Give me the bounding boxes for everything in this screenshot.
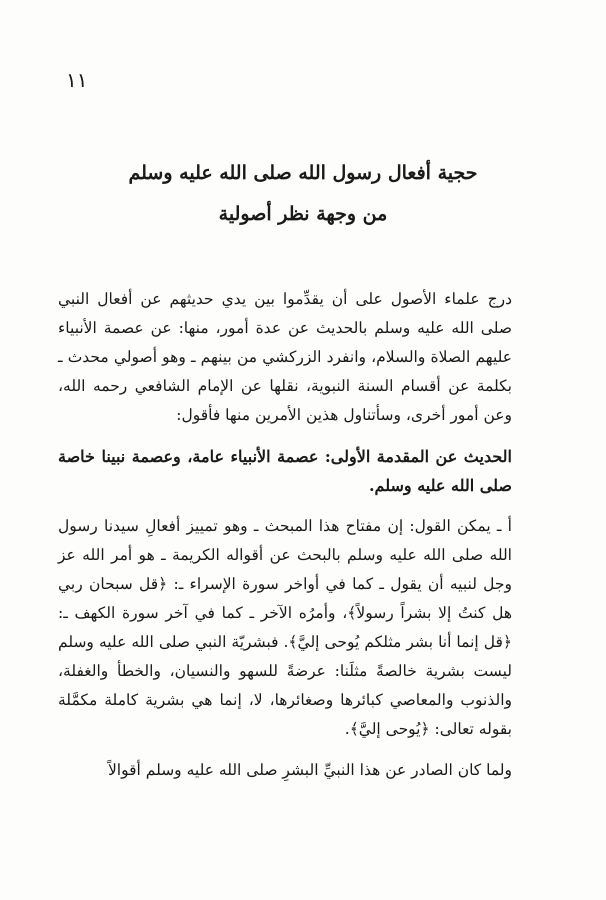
paragraph-continuation: ولما كان الصادر عن هذا النبيِّ البشرِ صلى الله عليه وسلم أقوالاً [107, 761, 512, 779]
paragraph-alif: أ ـ يمكن القول: إن مفتاح هذا المبحث ـ وهو تمييز أفعالِ سيدنا رسول الله صلى الله عليه وسلم بالبحث عن أقواله الكريمة ـ هو أمر الله عز وجل لنبيه أن يقول ـ كما في أواخر سورة الإسراء ـ: ﴿قل سبحان ربي هل كنتُ إلا بشراً رسولاً﴾، وأمرُه الآخر ـ كما في آخر سورة الكهف ـ: ﴿قل إنما أنا بشر مثلكم يُوحى إليَّ﴾. فبشريّة النبي صلى الله عليه وسلم ليست بشرية خالصةً مثلَنا: عرضةً للسهو والنسيان، والخطأ والغفلة، والذنوب والمعاصي كبائرها وصغائرها، لا، إنما هي بشرية كاملة مكمَّلة بقوله تعالى: ﴿يُوحى إليَّ﴾. [58, 517, 512, 738]
paragraph-intro: درج علماء الأصول على أن يقدِّموا بين يدي حديثهم عن أفعال النبي صلى الله عليه وسلم بالحديث عن عدة أمور، منها: عن عصمة الأنبياء عليهم الصلاة والسلام، وانفرد الزركشي من بينهم ـ وهو أصولي محدث ـ بكلمة عن أقسام السنة النبوية، نقلها عن الإمام الشافعي رحمه الله، وعن أمور أخرى، وسأتناول هذين الأمرين منها فأقول: [58, 290, 512, 424]
page-number: ١١ [66, 68, 88, 92]
chapter-title: حجية أفعال رسول الله صلى الله عليه وسلم [128, 162, 478, 184]
chapter-subtitle: من وجهة نظر أصولية [218, 203, 388, 225]
body-text [58, 285, 512, 797]
section-heading-first-premise: الحديث عن المقدمة الأولى: عصمة الأنبياء عامة، وعصمة نبينا خاصة صلى الله عليه وسلم. [58, 447, 512, 495]
